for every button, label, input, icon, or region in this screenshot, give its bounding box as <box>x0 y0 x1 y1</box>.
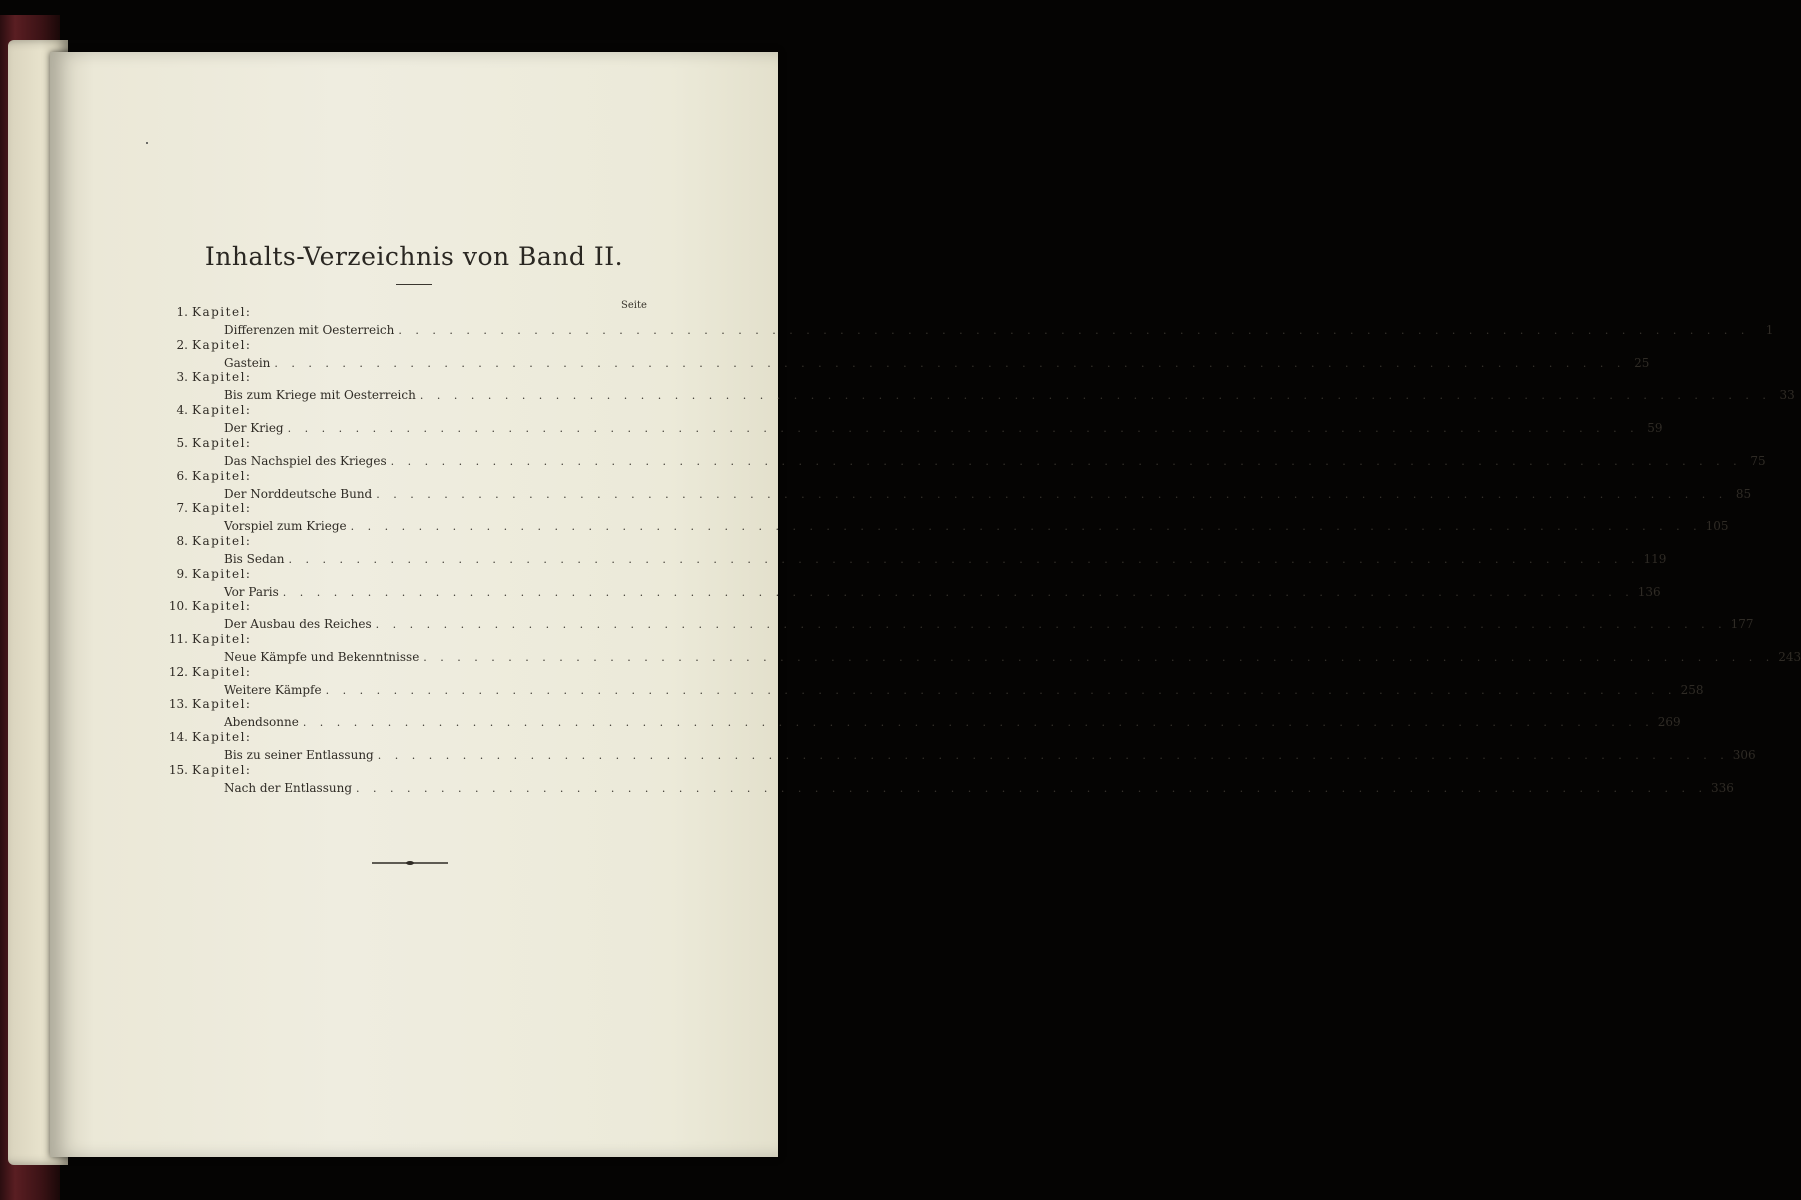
chapter-line <box>224 452 1766 468</box>
chapter-line <box>224 550 1667 566</box>
chapter-label: Kapitel: <box>192 337 252 352</box>
chapter-label: Kapitel: <box>192 566 252 581</box>
leader-dots: . . . . . . . . . . . . . . . . . . . . . . . . . . . . . . . . . . . . . . . . . . . . . . . . . . . . . . . . . . . . . . . . . . . . . . . . . . . . . . . . <box>423 651 1775 664</box>
chapter-title: Der Norddeutsche Bund <box>224 486 373 501</box>
leader-dots: . . . . . . . . . . . . . . . . . . . . . . . . . . . . . . . . . . . . . . . . . . . . . . . . . . . . . . . . . . . . . . . . . . . . . . . . . . . . . . . . <box>419 389 1771 403</box>
leader-dots: . . . . . . . . . . . . . . . . . . . . . . . . . . . . . . . . . . . . . . . . . . . . . . . . . . . . . . . . . . . . . . . . . . . . . . . . . . . . . . . . <box>288 552 1640 566</box>
chapter-line <box>224 419 1663 436</box>
page-number: 25 <box>1634 355 1650 370</box>
toc-entry <box>50 730 1756 763</box>
leader-dots: . . . . . . . . . . . . . . . . . . . . . . . . . . . . . . . . . . . . . . . . . . . . . . . . . . . . . . . . . . . . . . . . . . . . . . . . . . . . . . . . <box>287 422 1639 436</box>
toc-entry <box>50 501 1729 534</box>
chapter-label: Kapitel: <box>192 762 252 777</box>
toc-entry <box>50 468 1752 502</box>
ornament-divider <box>372 860 448 866</box>
chapter-label: Kapitel: <box>192 468 252 483</box>
chapter-label: Kapitel: <box>192 370 252 385</box>
page-number: 336 <box>1710 780 1734 795</box>
toc-entry <box>50 599 1754 632</box>
chapter-label: Kapitel: <box>192 435 252 450</box>
seite-label: Seite <box>621 300 647 311</box>
chapter-line <box>224 354 1650 370</box>
page-number: 105 <box>1705 519 1729 534</box>
chapter-title: Bis zu seiner Entlassung <box>224 748 374 763</box>
chapter-line <box>224 713 1681 730</box>
chapter-number: 10. <box>168 599 188 614</box>
toc-entry <box>50 337 1650 371</box>
chapter-label: Kapitel: <box>192 730 252 745</box>
chapter-line <box>224 681 1704 697</box>
toc-entry <box>50 566 1661 600</box>
paper-speck <box>146 142 148 144</box>
leader-dots: . . . . . . . . . . . . . . . . . . . . . . . . . . . . . . . . . . . . . . . . . . . . . . . . . . . . . . . . . . . . . . . . . . . . . . . . . . . . . . . . <box>375 618 1727 632</box>
chapter-label: Kapitel: <box>192 305 252 319</box>
chapter-number: 2. <box>176 337 188 352</box>
chapter-line <box>224 386 1795 403</box>
book-page <box>50 52 1801 1157</box>
chapter-title: Differenzen mit Oesterreich <box>224 323 395 337</box>
page-number: 75 <box>1750 453 1766 468</box>
chapter-number: 3. <box>176 370 188 385</box>
chapter-title: Bis zum Kriege mit Oesterreich <box>224 388 416 403</box>
chapter-title: Gastein <box>224 355 271 370</box>
chapter-number: 14. <box>168 730 188 745</box>
page-title: Inhalts-Verzeichnis von Band II. <box>204 242 624 271</box>
chapter-number: 15. <box>168 762 188 777</box>
toc-entry <box>50 632 1801 665</box>
toc-entry <box>50 697 1681 730</box>
page-number: 258 <box>1680 682 1704 697</box>
chapter-title: Vorspiel zum Kriege <box>224 519 347 534</box>
toc-entry <box>50 435 1766 469</box>
leader-dots: . . . . . . . . . . . . . . . . . . . . . . . . . . . . . . . . . . . . . . . . . . . . . . . . . . . . . . . . . . . . . . . . . . . . . . . . . . . . . . . . <box>302 716 1654 730</box>
chapter-label: Kapitel: <box>192 501 252 516</box>
chapter-title: Weitere Kämpfe <box>224 682 322 697</box>
chapter-number: 9. <box>176 566 188 581</box>
page-number: 177 <box>1730 617 1754 632</box>
chapter-title: Der Krieg <box>224 421 284 436</box>
page-number: 33 <box>1779 388 1795 403</box>
leader-dots: . . . . . . . . . . . . . . . . . . . . . . . . . . . . . . . . . . . . . . . . . . . . . . . . . . . . . . . . . . . . . . . . . . . . . . . . . . . . . . . . <box>350 520 1702 534</box>
page-number: 269 <box>1657 715 1681 730</box>
chapter-number: 11. <box>168 632 188 646</box>
chapter-label: Kapitel: <box>192 664 252 679</box>
page-number: 306 <box>1732 748 1756 763</box>
leader-dots: . . . . . . . . . . . . . . . . . . . . . . . . . . . . . . . . . . . . . . . . . . . . . . . . . . . . . . . . . . . . . . . . . . . . . . . . . . . . . . . . <box>325 683 1677 697</box>
chapter-number: 5. <box>176 435 188 450</box>
title-rule <box>396 284 432 285</box>
chapter-title: Vor Paris <box>224 584 279 599</box>
leader-dots: . . . . . . . . . . . . . . . . . . . . . . . . . . . . . . . . . . . . . . . . . . . . . . . . . . . . . . . . . . . . . . . . . . . . . . . . . . . . . . . . <box>376 487 1728 501</box>
chapter-label: Kapitel: <box>192 697 252 712</box>
chapter-label: Kapitel: <box>192 403 252 418</box>
chapter-title: Nach der Entlassung <box>224 780 353 795</box>
chapter-label: Kapitel: <box>192 632 252 646</box>
page-number: 243 <box>1778 650 1801 664</box>
chapter-title: Abendsonne <box>224 715 299 730</box>
leader-dots: . . . . . . . . . . . . . . . . . . . . . . . . . . . . . . . . . . . . . . . . . . . . . . . . . . . . . . . . . . . . . . . . . . . . . . . . . . . . . . . . <box>390 454 1742 468</box>
chapter-label: Kapitel: <box>192 533 252 548</box>
chapter-label: Kapitel: <box>192 599 252 614</box>
chapter-title: Der Ausbau des Reiches <box>224 617 372 632</box>
chapter-line <box>224 746 1756 763</box>
chapter-line <box>224 517 1729 534</box>
chapter-line <box>224 321 1774 337</box>
chapter-number: 13. <box>168 697 188 712</box>
chapter-line <box>224 583 1661 599</box>
chapter-title: Das Nachspiel des Krieges <box>224 453 387 468</box>
chapter-number: 8. <box>176 533 188 548</box>
chapter-number: 12. <box>168 664 188 679</box>
toc-entry <box>50 370 1795 403</box>
page-number: 59 <box>1647 421 1663 436</box>
toc-entry <box>50 762 1734 796</box>
toc-entry <box>50 664 1704 698</box>
chapter-number: 7. <box>176 501 188 516</box>
chapter-number: 1. <box>176 305 188 319</box>
chapter-line <box>224 485 1752 501</box>
leader-dots: . . . . . . . . . . . . . . . . . . . . . . . . . . . . . . . . . . . . . . . . . . . . . . . . . . . . . . . . . . . . . . . . . . . . . . . . . . . . . . . . <box>274 356 1626 370</box>
leader-dots: . . . . . . . . . . . . . . . . . . . . . . . . . . . . . . . . . . . . . . . . . . . . . . . . . . . . . . . . . . . . . . . . . . . . . . . . . . . . . . . . <box>398 324 1750 337</box>
toc-entry <box>50 403 1663 436</box>
leader-dots: . . . . . . . . . . . . . . . . . . . . . . . . . . . . . . . . . . . . . . . . . . . . . . . . . . . . . . . . . . . . . . . . . . . . . . . . . . . . . . . . <box>282 585 1634 599</box>
chapter-title: Neue Kämpfe und Bekenntnisse <box>224 650 420 664</box>
page-number: 119 <box>1643 551 1667 566</box>
toc-entry <box>50 305 1774 338</box>
chapter-number: 6. <box>176 468 188 483</box>
chapter-line <box>224 615 1754 632</box>
leader-dots: . . . . . . . . . . . . . . . . . . . . . . . . . . . . . . . . . . . . . . . . . . . . . . . . . . . . . . . . . . . . . . . . . . . . . . . . . . . . . . . . <box>377 749 1729 763</box>
page-number: 136 <box>1637 584 1661 599</box>
leader-dots: . . . . . . . . . . . . . . . . . . . . . . . . . . . . . . . . . . . . . . . . . . . . . . . . . . . . . . . . . . . . . . . . . . . . . . . . . . . . . . . . <box>356 781 1707 795</box>
page-number: 1 <box>1765 323 1774 337</box>
chapter-number: 4. <box>176 403 188 418</box>
chapter-line <box>224 779 1734 795</box>
page-number: 85 <box>1735 486 1752 501</box>
toc-entry <box>50 533 1667 567</box>
chapter-title: Bis Sedan <box>224 551 285 566</box>
chapter-line <box>224 648 1801 664</box>
